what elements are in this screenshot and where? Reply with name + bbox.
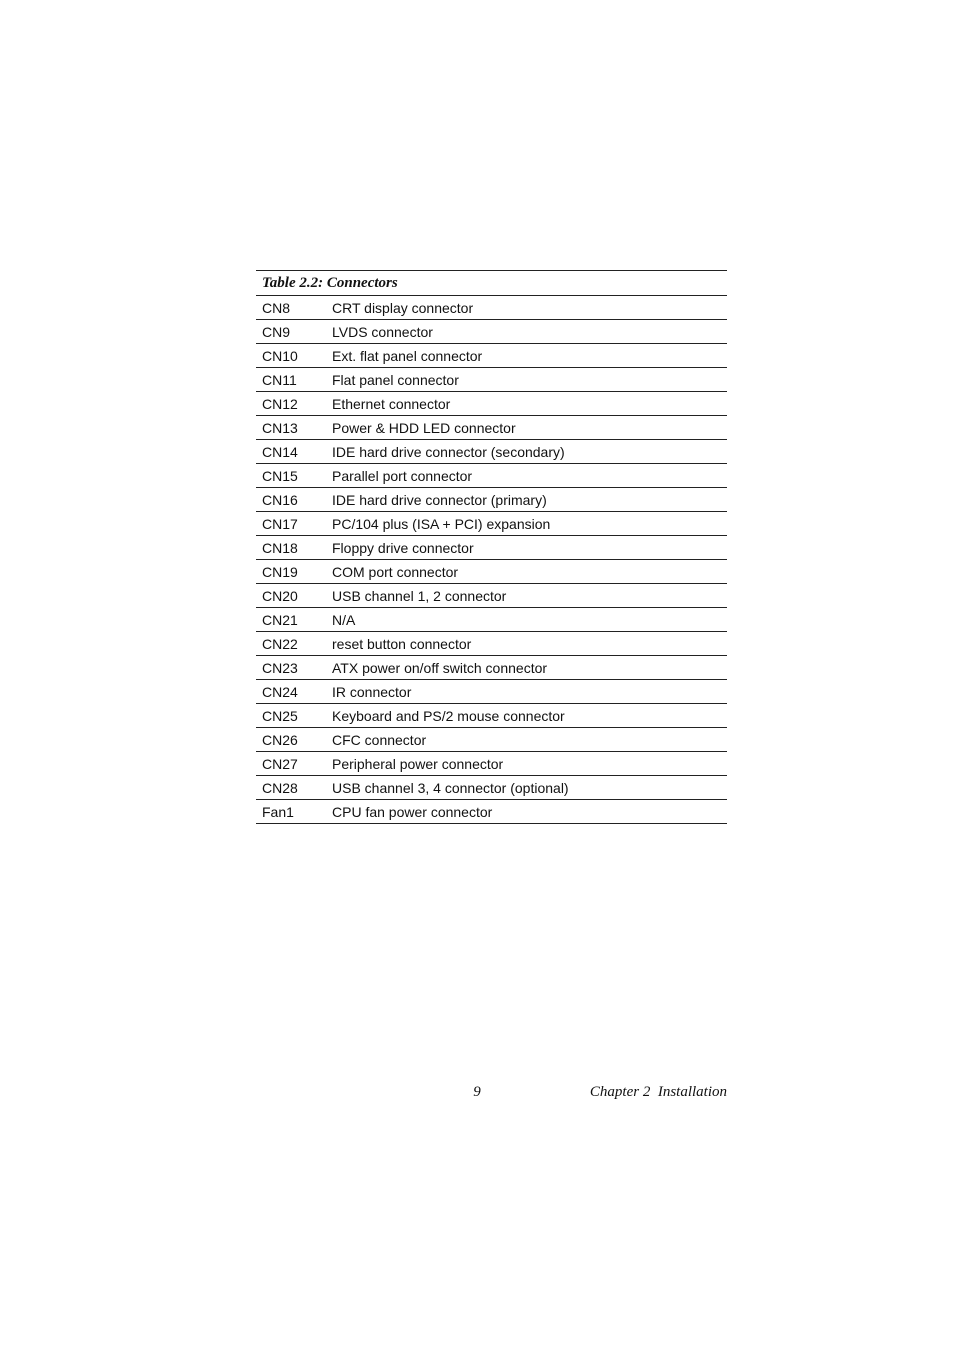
connector-id: CN19 bbox=[262, 563, 298, 580]
table-row bbox=[256, 536, 727, 560]
connector-description: ATX power on/off switch connector bbox=[332, 659, 548, 676]
connector-description: CRT display connector bbox=[332, 299, 474, 316]
table-row bbox=[256, 800, 727, 824]
connector-id: CN22 bbox=[262, 635, 298, 652]
table-row bbox=[256, 464, 727, 488]
connector-description: CFC connector bbox=[332, 731, 427, 748]
table-row bbox=[256, 776, 727, 800]
connector-description: PC/104 plus (ISA + PCI) expansion bbox=[332, 515, 551, 532]
connector-description: Peripheral power connector bbox=[332, 755, 504, 772]
table-row bbox=[256, 296, 727, 320]
connector-id: CN10 bbox=[262, 347, 298, 364]
connector-id: CN21 bbox=[262, 611, 298, 628]
connector-id: CN18 bbox=[262, 539, 298, 556]
table-row bbox=[256, 368, 727, 392]
connector-description: IDE hard drive connector (primary) bbox=[332, 491, 547, 508]
connector-id: CN8 bbox=[262, 299, 291, 316]
page-number: 9 bbox=[473, 1084, 481, 1100]
table-row bbox=[256, 392, 727, 416]
connector-id: CN15 bbox=[262, 467, 298, 484]
table-row bbox=[256, 488, 727, 512]
table-row bbox=[256, 656, 727, 680]
table-row bbox=[256, 728, 727, 752]
connector-id: CN11 bbox=[262, 371, 297, 388]
table-row bbox=[256, 344, 727, 368]
connector-description: CPU fan power connector bbox=[332, 803, 493, 820]
connector-description: reset button connector bbox=[332, 635, 472, 652]
connector-description: Floppy drive connector bbox=[332, 539, 474, 556]
chapter-footer: Chapter 2 Installation bbox=[589, 1084, 727, 1100]
connector-description: Power & HDD LED connector bbox=[332, 419, 516, 436]
connector-id: CN28 bbox=[262, 779, 298, 796]
table-row bbox=[256, 560, 727, 584]
table-body bbox=[256, 296, 727, 824]
connector-id: CN27 bbox=[262, 755, 298, 772]
table-row bbox=[256, 320, 727, 344]
connector-id: CN26 bbox=[262, 731, 298, 748]
connector-id: CN25 bbox=[262, 707, 298, 724]
connector-id: CN14 bbox=[262, 443, 298, 460]
table-row bbox=[256, 752, 727, 776]
table-row bbox=[256, 440, 727, 464]
connector-description: USB channel 1, 2 connector bbox=[332, 587, 507, 604]
connector-id: CN13 bbox=[262, 419, 298, 436]
table-row bbox=[256, 704, 727, 728]
connector-description: COM port connector bbox=[332, 563, 459, 580]
connector-description: Parallel port connector bbox=[332, 467, 473, 484]
connector-description: IR connector bbox=[332, 683, 412, 700]
connector-description: Ext. flat panel connector bbox=[332, 347, 483, 364]
connector-description: Ethernet connector bbox=[332, 395, 451, 412]
connector-description: Keyboard and PS/2 mouse connector bbox=[332, 707, 565, 724]
connector-id: Fan1 bbox=[262, 803, 294, 820]
connector-id: CN12 bbox=[262, 395, 298, 412]
connector-id: CN16 bbox=[262, 491, 298, 508]
connector-description: Flat panel connector bbox=[332, 371, 459, 388]
connector-description: USB channel 3, 4 connector (optional) bbox=[332, 779, 569, 796]
connector-description: LVDS connector bbox=[332, 323, 433, 340]
connector-description: N/A bbox=[332, 611, 356, 628]
table-caption: Table 2.2: Connectors bbox=[256, 271, 727, 296]
table-row bbox=[256, 584, 727, 608]
table-row bbox=[256, 416, 727, 440]
connector-description: IDE hard drive connector (secondary) bbox=[332, 443, 565, 460]
table-row bbox=[256, 608, 727, 632]
connector-id: CN24 bbox=[262, 683, 298, 700]
connectors-table bbox=[256, 270, 727, 824]
connector-id: CN20 bbox=[262, 587, 298, 604]
table-row bbox=[256, 512, 727, 536]
table-row bbox=[256, 680, 727, 704]
connector-id: CN23 bbox=[262, 659, 298, 676]
connector-id: CN17 bbox=[262, 515, 298, 532]
table-row bbox=[256, 632, 727, 656]
connector-id: CN9 bbox=[262, 323, 291, 340]
